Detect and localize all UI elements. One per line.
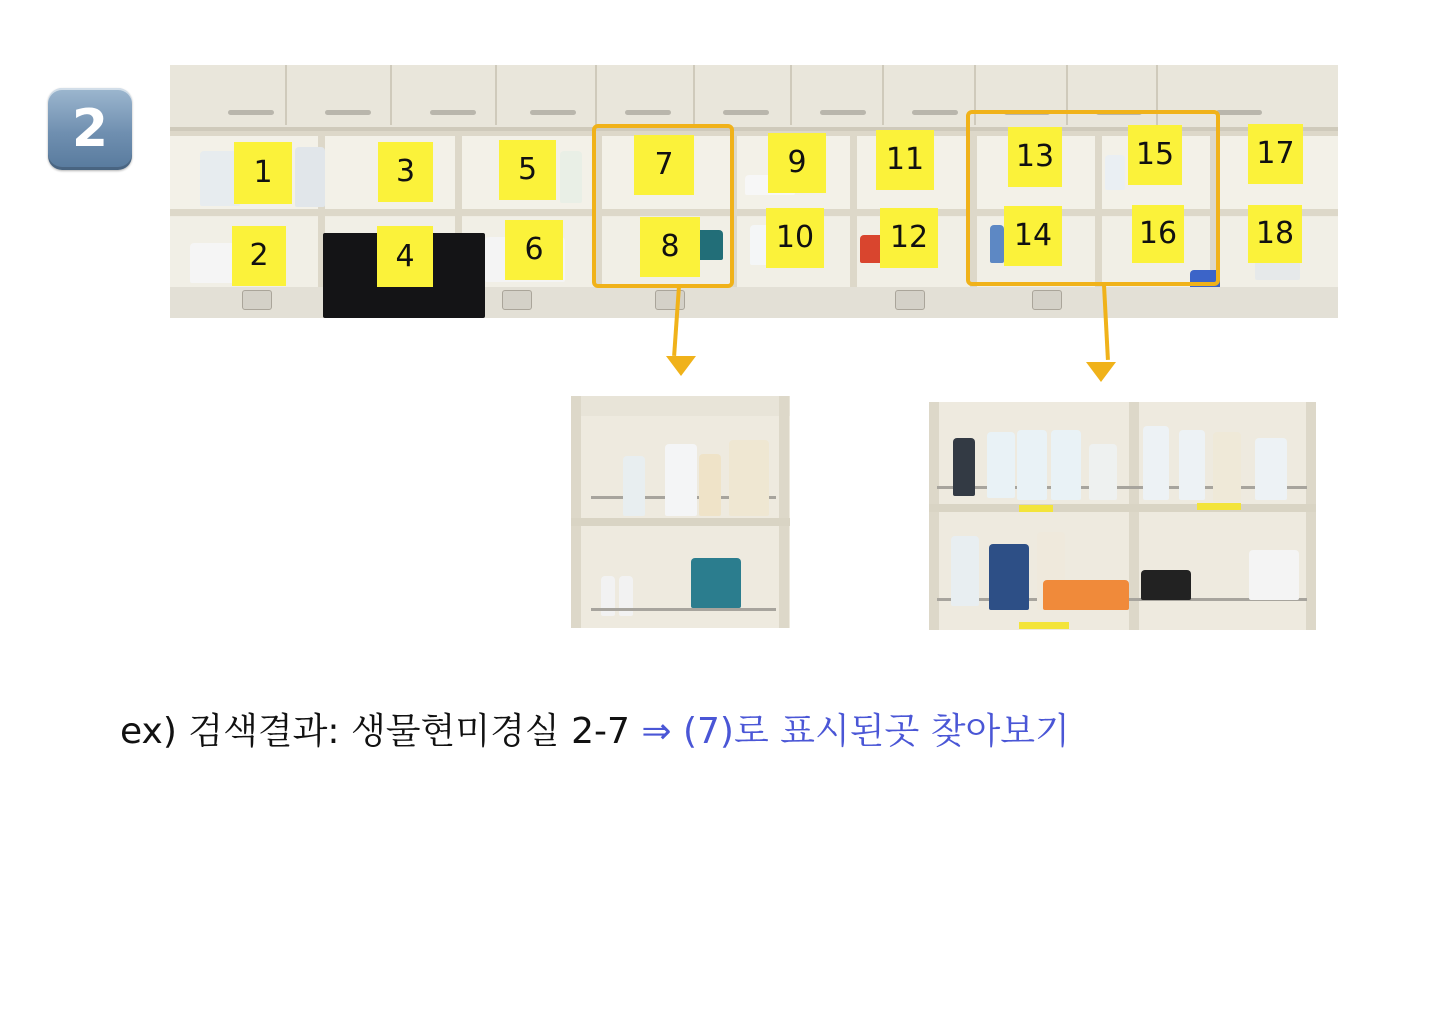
number-2-badge: 2 bbox=[48, 88, 132, 170]
jug bbox=[295, 147, 325, 207]
shelf-label-16: 16 bbox=[1132, 205, 1184, 263]
shelf-label-6: 6 bbox=[505, 220, 563, 280]
detail-photo-shelf-7-8 bbox=[571, 396, 790, 628]
shelf-divider bbox=[850, 131, 857, 287]
arrow-down-icon bbox=[666, 356, 696, 376]
cabinet-door bbox=[595, 65, 695, 125]
caption-search-result: ex) 검색결과: 생물현미경실 2-7 bbox=[120, 711, 630, 752]
shelf-label-15: 15 bbox=[1128, 125, 1182, 185]
shelf-label-4: 4 bbox=[377, 226, 433, 287]
shelf-label-17: 17 bbox=[1248, 124, 1303, 184]
bottle bbox=[560, 151, 582, 203]
shelf-label-3: 3 bbox=[378, 142, 433, 202]
shelf-label-13: 13 bbox=[1008, 127, 1062, 187]
shelf-label-12: 12 bbox=[880, 208, 938, 268]
cabinet-door bbox=[495, 65, 597, 125]
highlight-box-7-8 bbox=[592, 124, 734, 288]
caption-arrow: ⇒ bbox=[641, 711, 672, 752]
shelf-label-2: 2 bbox=[232, 226, 286, 286]
caption-hint: (7)로 표시된곳 찾아보기 bbox=[682, 711, 1070, 752]
shelf-label-8: 8 bbox=[640, 217, 700, 277]
shelf-label-7: 7 bbox=[634, 135, 694, 195]
cabinet-door bbox=[693, 65, 792, 125]
shelf-label-10: 10 bbox=[766, 208, 824, 268]
cabinet-door bbox=[285, 65, 392, 125]
highlight-box-13-16 bbox=[966, 110, 1220, 286]
detail-photo-shelf-13-16 bbox=[929, 402, 1316, 630]
outlet bbox=[242, 290, 272, 310]
outlet bbox=[1032, 290, 1062, 310]
example-caption bbox=[120, 703, 1070, 754]
cabinet-door bbox=[882, 65, 976, 125]
cabinet-door bbox=[170, 65, 287, 125]
cabinet-door bbox=[790, 65, 884, 125]
outlet bbox=[895, 290, 925, 310]
shelf-label-9: 9 bbox=[768, 133, 826, 193]
cabinet-door bbox=[390, 65, 497, 125]
shelf-label-14: 14 bbox=[1004, 206, 1062, 266]
arrow-down-icon bbox=[1086, 362, 1116, 382]
shelf-label-5: 5 bbox=[499, 140, 556, 200]
shelf-label-18: 18 bbox=[1248, 205, 1302, 263]
outlet bbox=[502, 290, 532, 310]
shelf-label-11: 11 bbox=[876, 130, 934, 190]
shelf-label-1: 1 bbox=[234, 142, 292, 204]
